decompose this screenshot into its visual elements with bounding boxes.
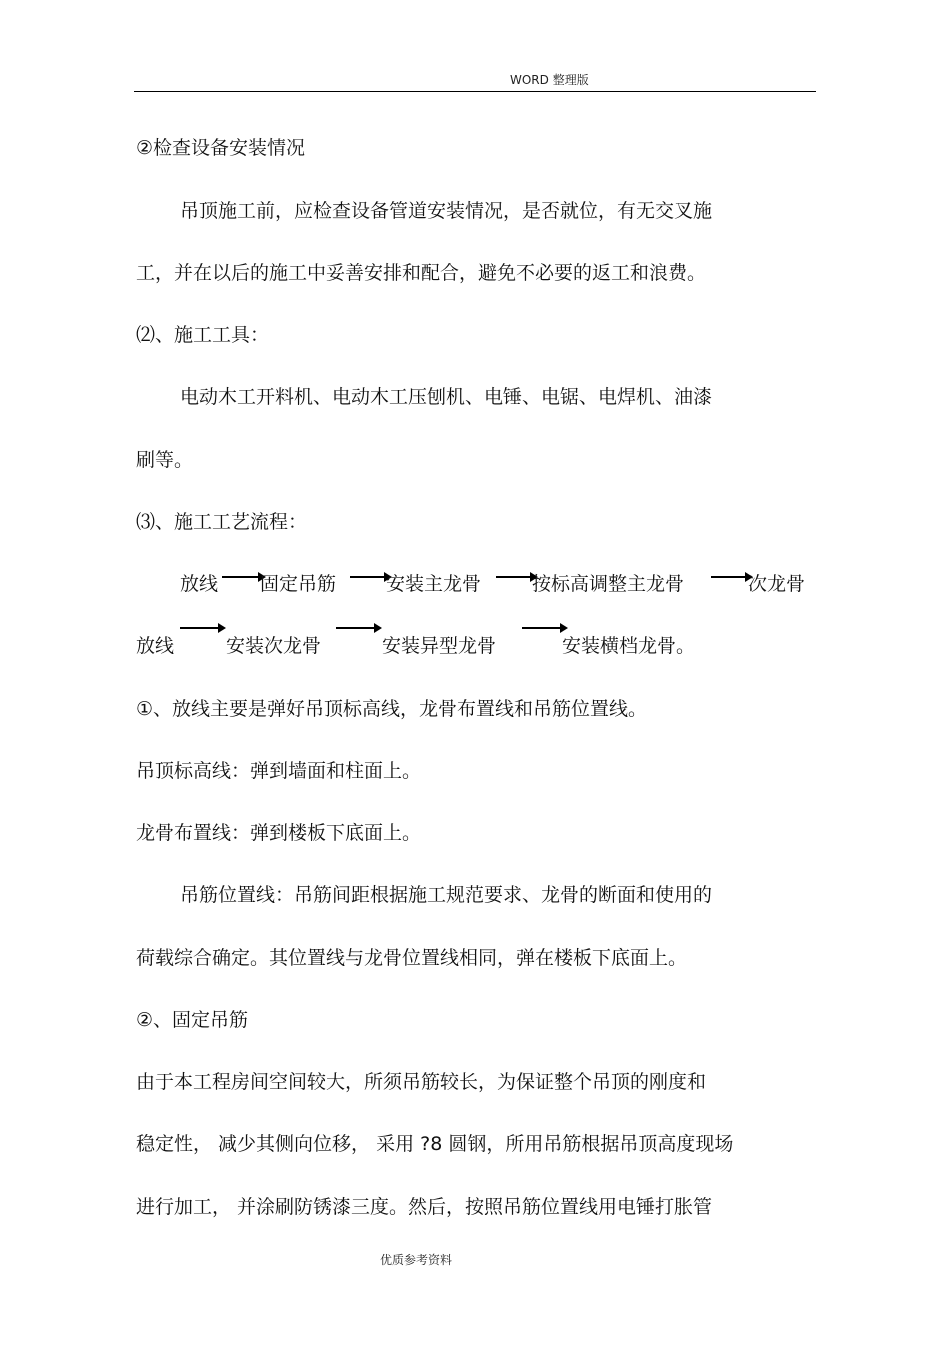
paragraph-line: 吊顶标高线：弹到墙面和柱面上。 — [136, 760, 422, 782]
flow-arrow-icon — [496, 576, 532, 578]
flow-step: 固定吊筋 — [260, 573, 337, 595]
paragraph-line: 龙骨布置线：弹到楼板下底面上。 — [136, 822, 422, 844]
flow-step: 安装异型龙骨 — [382, 635, 497, 657]
page-header: WORD 整理版 — [510, 73, 589, 87]
section-heading-process-flow: ⑶、施工工艺流程： — [136, 511, 308, 533]
section-heading-tools: ⑵、施工工具： — [136, 324, 270, 346]
paragraph-line: ①、放线主要是弹好吊顶标高线，龙骨布置线和吊筋位置线。 — [136, 698, 648, 720]
section-heading-fix-hangers: ②、固定吊筋 — [136, 1009, 249, 1031]
header-rule — [134, 91, 816, 92]
flow-step: 安装横档龙骨。 — [562, 635, 696, 657]
paragraph-line: 电动木工开料机、电动木工压刨机、电锤、电锯、电焊机、油漆 — [180, 386, 713, 408]
paragraph-line: 吊筋位置线：吊筋间距根据施工规范要求、龙骨的断面和使用的 — [180, 884, 713, 906]
paragraph-line: 进行加工， 并涂刷防锈漆三度。然后，按照吊筋位置线用电锤打胀管 — [136, 1196, 713, 1218]
page-footer: 优质参考资料 — [380, 1253, 453, 1267]
paragraph-line: 荷载综合确定。其位置线与龙骨位置线相同，弹在楼板下底面上。 — [136, 947, 688, 969]
flow-arrow-icon — [336, 627, 376, 629]
section-heading-check-equipment: ②检查设备安装情况 — [136, 137, 306, 159]
flow-arrow-icon — [711, 576, 747, 578]
paragraph-line: 工，并在以后的施工中妥善安排和配合，避免不必要的返工和浪费。 — [136, 262, 707, 284]
paragraph-line: 由于本工程房间空间较大，所须吊筋较长，为保证整个吊顶的刚度和 — [136, 1071, 707, 1093]
flow-step: 安装主龙骨 — [386, 573, 482, 595]
flow-step: 按标高调整主龙骨 — [532, 573, 685, 595]
flow-step: 放线 — [136, 635, 175, 657]
flow-arrow-icon — [180, 627, 220, 629]
flow-step: 次龙骨 — [748, 573, 806, 595]
flow-arrow-icon — [222, 576, 260, 578]
paragraph-line: 吊顶施工前，应检查设备管道安装情况，是否就位，有无交叉施 — [180, 200, 713, 222]
flow-arrow-icon — [522, 627, 562, 629]
flow-step: 安装次龙骨 — [226, 635, 322, 657]
paragraph-line: 刷等。 — [136, 449, 194, 471]
flow-arrow-icon — [350, 576, 386, 578]
paragraph-line: 稳定性， 减少其侧向位移， 采用 ?8 圆钢，所用吊筋根据吊顶高度现场 — [136, 1133, 734, 1155]
flow-step: 放线 — [180, 573, 219, 595]
